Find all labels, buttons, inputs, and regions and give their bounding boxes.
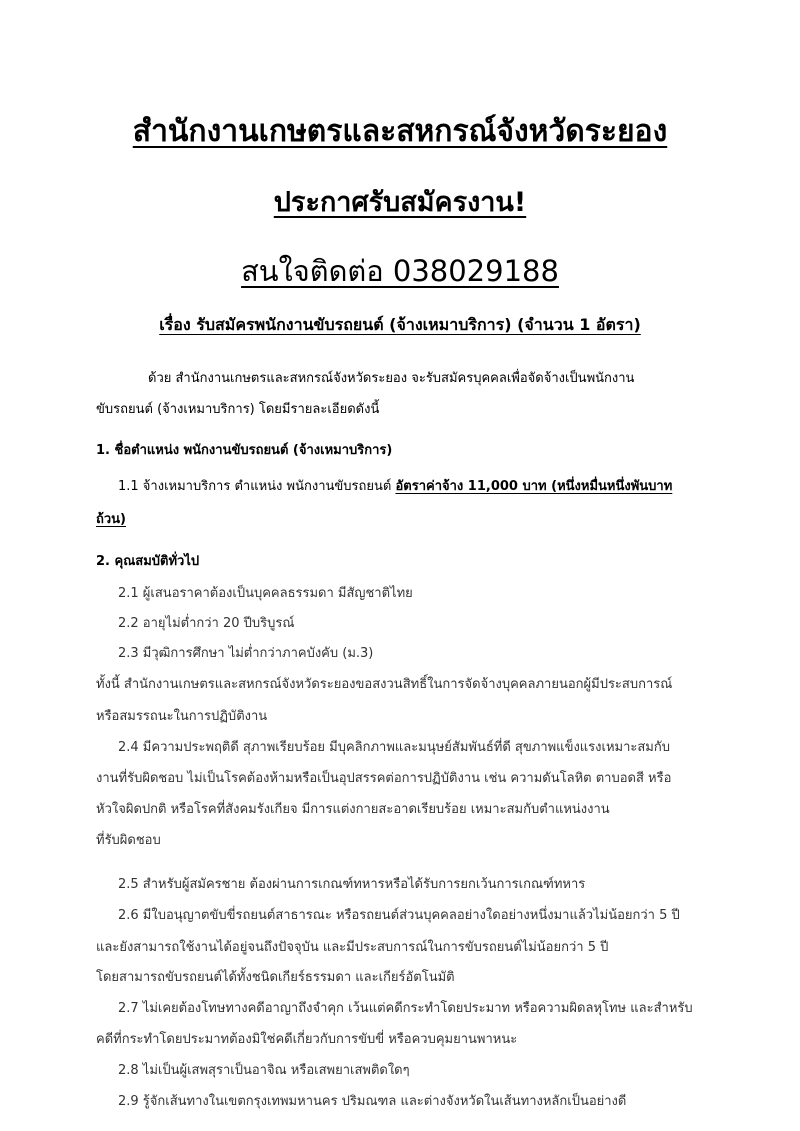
item-2-4-line-1: 2.4 มีความประพฤติดี สุภาพเรียบร้อย มีบุคลิกภาพและมนุษย์สัมพันธ์ที่ดี สุขภาพแข็งแรงเหมาะสมกับ <box>118 740 670 755</box>
intro-line-2: ขับรถยนต์ (จ้างเหมาบริการ) โดยมีรายละเอียดดังนี้ <box>96 402 380 417</box>
item-2-4-line-2: งานที่รับผิดชอบ ไม่เป็นโรคต้องห้ามหรือเป็นอุปสรรคต่อการปฏิบัติงาน เช่น ความดันโลหิต ตาบอดสี หรือ <box>96 771 672 786</box>
item-2-9: 2.9 รู้จักเส้นทางในเขตกรุงเทพมหานคร ปริมณฑล และต่างจังหวัดในเส้นทางหลักเป็นอย่างดี <box>118 1094 627 1109</box>
item-2-6-line-2: และยังสามารถใช้งานได้อยู่จนถึงปัจจุบัน และมีประสบการณ์ในการขับรถยนต์ไม่น้อยกว่า 5 ปี <box>96 940 609 955</box>
wage-rate: อัตราค่าจ้าง 11,000 บาท (หนึ่งหมื่นหนึ่งพันบาท <box>395 479 673 494</box>
item-2-5: 2.5 สำหรับผู้สมัครชาย ต้องผ่านการเกณฑ์ทหารหรือได้รับการยกเว้นการเกณฑ์ทหาร <box>118 877 586 892</box>
org-title: สำนักงานเกษตรและสหกรณ์จังหวัดระยอง <box>132 114 668 149</box>
item-2-1: 2.1 ผู้เสนอราคาต้องเป็นบุคคลธรรมดา มีสัญชาติไทย <box>118 586 413 601</box>
item-2-6-line-1: 2.6 มีใบอนุญาตขับขี่รถยนต์สาธารณะ หรือรถยนต์ส่วนบุคคลอย่างใดอย่างหนึ่งมาแล้วไม่น้อยกว่า 5 ปี <box>118 908 680 923</box>
section-1-heading: 1. ชื่อตำแหน่ง พนักงานขับรถยนต์ (จ้างเหมาบริการ) <box>96 443 393 458</box>
item-2-8: 2.8 ไม่เป็นผู้เสพสุราเป็นอาจิณ หรือเสพยาเสพติดใดๆ <box>118 1063 410 1078</box>
item-2-7-line-1: 2.7 ไม่เคยต้องโทษทางคดีอาญาถึงจำคุก เว้นแต่คดีกระทำโดยประมาท หรือความผิดลหุโทษ และสำหรับ <box>118 1001 693 1016</box>
item-2-3: 2.3 มีวุฒิการศึกษา ไม่ต่ำกว่าภาคบังคับ (ม.3) <box>118 646 374 661</box>
announcement-title: ประกาศรับสมัครงาน! <box>273 187 527 218</box>
section-2-heading: 2. คุณสมบัติทั่วไป <box>96 554 200 569</box>
reservation-note-1: ทั้งนี้ สำนักงานเกษตรและสหกรณ์จังหวัดระยองขอสงวนสิทธิ์ในการจัดจ้างบุคคลภายนอกผู้มีประสบการณ์ <box>96 677 673 692</box>
reservation-note-2: หรือสมรรถนะในการปฏิบัติงาน <box>96 709 268 724</box>
section-1-item <box>118 475 672 496</box>
subject-line: เรื่อง รับสมัครพนักงานขับรถยนต์ (จ้างเหมาบริการ) (จำนวน 1 อัตรา) <box>159 315 641 334</box>
contact-title: สนใจติดต่อ 038029188 <box>241 254 559 288</box>
item-2-6-line-3: โดยสามารถขับรถยนต์ได้ทั้งชนิดเกียร์ธรรมดา และเกียร์อัตโนมัติ <box>96 970 455 985</box>
item-2-4-line-4: ที่รับผิดชอบ <box>96 833 161 848</box>
intro-line-1: ด้วย สำนักงานเกษตรและสหกรณ์จังหวัดระยอง จะรับสมัครบุคคลเพื่อจัดจ้างเป็นพนักงาน <box>148 371 635 386</box>
wage-rate-continued: ถ้วน) <box>96 512 126 527</box>
item-2-4-line-3: หัวใจผิดปกติ หรือโรคที่สังคมรังเกียจ มีการแต่งกายสะอาดเรียบร้อย เหมาะสมกับตำแหน่งงาน <box>96 802 610 817</box>
item-2-2: 2.2 อายุไม่ต่ำกว่า 20 ปีบริบูรณ์ <box>118 616 295 631</box>
item-1-1-prefix: 1.1 จ้างเหมาบริการ ตำแหน่ง พนักงานขับรถยนต์ <box>118 479 396 494</box>
item-2-7-line-2: คดีที่กระทำโดยประมาทต้องมิใช่คดีเกี่ยวกับการขับขี่ หรือควบคุมยานพาหนะ <box>96 1032 518 1047</box>
